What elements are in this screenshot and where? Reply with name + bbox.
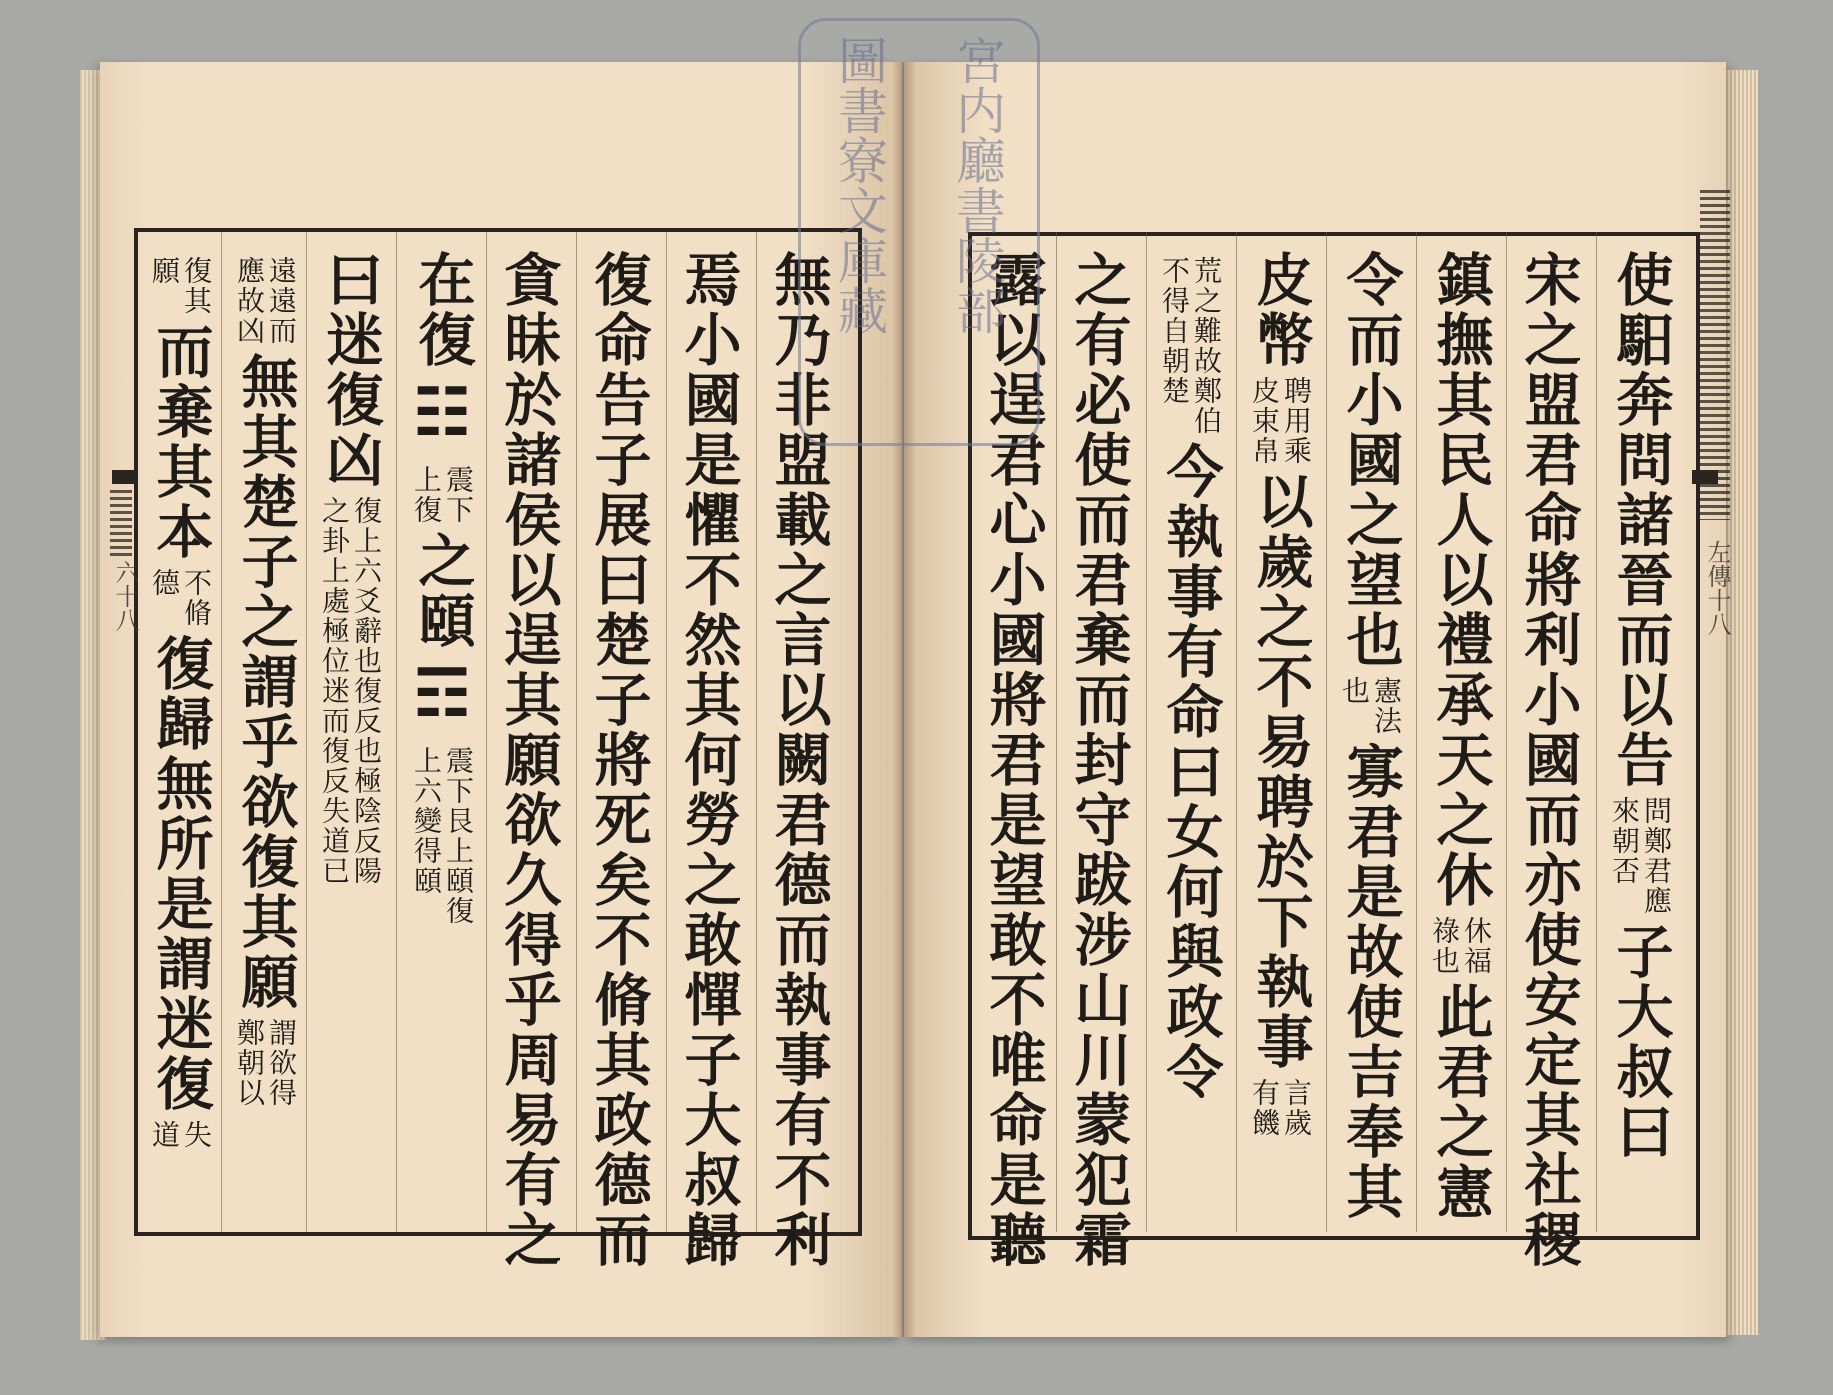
left-column-7 bbox=[232, 250, 299, 1114]
annotation-line: 遠遠而 bbox=[265, 256, 298, 346]
right-column-6 bbox=[1157, 250, 1224, 1102]
annotation-line: 願 bbox=[148, 256, 181, 286]
left-column-6 bbox=[317, 250, 384, 892]
annotation-line: 上六變得頤 bbox=[410, 746, 443, 896]
hexagram-symbol: ☷ bbox=[405, 376, 480, 453]
main-text: 無乃非盟載之言以闕君德而執事有不利 bbox=[765, 250, 832, 1270]
annotation-line: 復其 bbox=[180, 256, 213, 316]
annotation-note bbox=[410, 465, 475, 525]
main-text: 焉小國是懼不然其何勞之敢憚子大叔歸 bbox=[675, 250, 742, 1270]
annotation-note bbox=[1428, 916, 1493, 976]
column-rule bbox=[486, 232, 487, 1232]
column-rule bbox=[1056, 232, 1057, 1232]
annotation-note bbox=[148, 568, 213, 628]
right-column-1 bbox=[1607, 250, 1674, 1162]
main-text: 以歲之不易聘於下執事 bbox=[1247, 472, 1314, 1072]
annotation-line: 有饑 bbox=[1248, 1078, 1281, 1138]
annotation-note bbox=[233, 1018, 298, 1108]
main-text: 曰迷復凶 bbox=[317, 250, 384, 490]
fish-tail-mark-left bbox=[112, 470, 138, 484]
main-text: 無其楚子之謂乎欲復其願 bbox=[232, 352, 299, 1012]
right-column-7 bbox=[1065, 250, 1132, 1270]
annotation-line: 聘用乘 bbox=[1280, 376, 1313, 466]
column-rule bbox=[306, 232, 307, 1232]
right-column-2 bbox=[1515, 250, 1582, 1270]
annotation-line: 不脩 bbox=[180, 568, 213, 628]
annotation-note bbox=[1608, 796, 1673, 916]
main-text: 令而小國之望也 bbox=[1337, 250, 1404, 670]
column-rule bbox=[666, 232, 667, 1232]
left-column-8 bbox=[147, 250, 214, 1156]
right-column-4 bbox=[1337, 250, 1404, 1222]
main-text: 在復 bbox=[409, 250, 476, 370]
main-text: 露以逞君心小國將君是望敢不唯命是聽 bbox=[980, 250, 1047, 1270]
left-column-4 bbox=[495, 250, 562, 1270]
annotation-note bbox=[148, 256, 213, 316]
column-rule bbox=[396, 232, 397, 1232]
left-column-2 bbox=[675, 250, 742, 1270]
right-column-3 bbox=[1427, 250, 1494, 1222]
column-rule bbox=[1416, 232, 1417, 1232]
annotation-line: 謂欲得 bbox=[265, 1018, 298, 1108]
column-rule bbox=[576, 232, 577, 1232]
margin-ink-left bbox=[110, 490, 132, 560]
annotation-line: 休福 bbox=[1460, 916, 1493, 976]
column-rule bbox=[221, 232, 222, 1232]
main-text: 鎮撫其民人以禮承天之休 bbox=[1427, 250, 1494, 910]
seal-text-column: 圖書寮文庫藏 bbox=[830, 35, 888, 335]
annotation-note bbox=[1248, 1078, 1313, 1138]
annotation-note bbox=[1248, 376, 1313, 466]
annotation-line: 應故凶 bbox=[233, 256, 266, 346]
annotation-note bbox=[318, 496, 383, 886]
column-rule bbox=[1506, 232, 1507, 1232]
annotation-line: 問鄭君應 bbox=[1640, 796, 1673, 916]
main-text: 復命告子展曰楚子將死矣不脩其政德而 bbox=[585, 250, 652, 1270]
left-column-5 bbox=[405, 250, 480, 932]
annotation-line: 上復 bbox=[410, 465, 443, 525]
annotation-note bbox=[1338, 676, 1403, 736]
right-margin-label: 左傳十八 bbox=[1703, 540, 1731, 636]
library-seal-stamp bbox=[798, 18, 1040, 446]
main-text: 之有必使而君棄而封守跋涉山川蒙犯霜 bbox=[1065, 250, 1132, 1270]
annotation-note bbox=[233, 256, 298, 346]
main-text: 貪昧於諸侯以逞其願欲久得乎周易有之 bbox=[495, 250, 562, 1270]
margin-ink-right bbox=[1700, 190, 1730, 520]
main-text: 今執事有命曰女何與政令 bbox=[1157, 442, 1224, 1102]
main-text: 之頤 bbox=[409, 531, 476, 651]
annotation-note bbox=[410, 746, 475, 926]
column-rule bbox=[756, 232, 757, 1232]
annotation-line: 震下艮上頤復 bbox=[442, 746, 475, 926]
main-text: 而棄其本 bbox=[147, 322, 214, 562]
annotation-note bbox=[148, 1120, 213, 1150]
annotation-note bbox=[1158, 256, 1223, 436]
main-text: 寡君是故使吉奉其 bbox=[1337, 742, 1404, 1222]
annotation-line: 祿也 bbox=[1428, 916, 1461, 976]
annotation-line: 荒之難故鄭伯 bbox=[1190, 256, 1223, 436]
main-text: 皮幣 bbox=[1247, 250, 1314, 370]
annotation-line: 失 bbox=[180, 1120, 213, 1150]
hexagram-symbol: ☶ bbox=[405, 657, 480, 734]
annotation-line: 也 bbox=[1338, 676, 1371, 706]
annotation-line: 復上六爻辭也復反也極陰反陽 bbox=[350, 496, 383, 886]
column-rule bbox=[1146, 232, 1147, 1232]
main-text: 使馹奔問諸晉而以告 bbox=[1607, 250, 1674, 790]
left-margin-label: 六十八 bbox=[111, 560, 139, 632]
column-rule bbox=[1236, 232, 1237, 1232]
seal-text-column: 宮内廳書陵部 bbox=[948, 35, 1006, 335]
column-rule bbox=[1596, 232, 1597, 1232]
main-text: 子大叔曰 bbox=[1607, 922, 1674, 1162]
annotation-line: 言歲 bbox=[1280, 1078, 1313, 1138]
right-column-5 bbox=[1247, 250, 1314, 1144]
annotation-line: 道 bbox=[148, 1120, 181, 1150]
annotation-line: 來朝否 bbox=[1608, 796, 1641, 886]
column-rule bbox=[1326, 232, 1327, 1232]
main-text: 宋之盟君命將利小國而亦使安定其社稷 bbox=[1515, 250, 1582, 1270]
annotation-line: 鄭朝以 bbox=[233, 1018, 266, 1108]
main-text: 復歸無所是謂迷復 bbox=[147, 634, 214, 1114]
left-column-3 bbox=[585, 250, 652, 1270]
annotation-line: 之卦上處極位迷而復反失道已 bbox=[318, 496, 351, 886]
annotation-line: 憲法 bbox=[1370, 676, 1403, 736]
annotation-line: 德 bbox=[148, 568, 181, 598]
annotation-line: 不得自朝楚 bbox=[1158, 256, 1191, 406]
annotation-line: 震下 bbox=[442, 465, 475, 525]
main-text: 此君之憲 bbox=[1427, 982, 1494, 1222]
annotation-line: 皮束帛 bbox=[1248, 376, 1281, 466]
